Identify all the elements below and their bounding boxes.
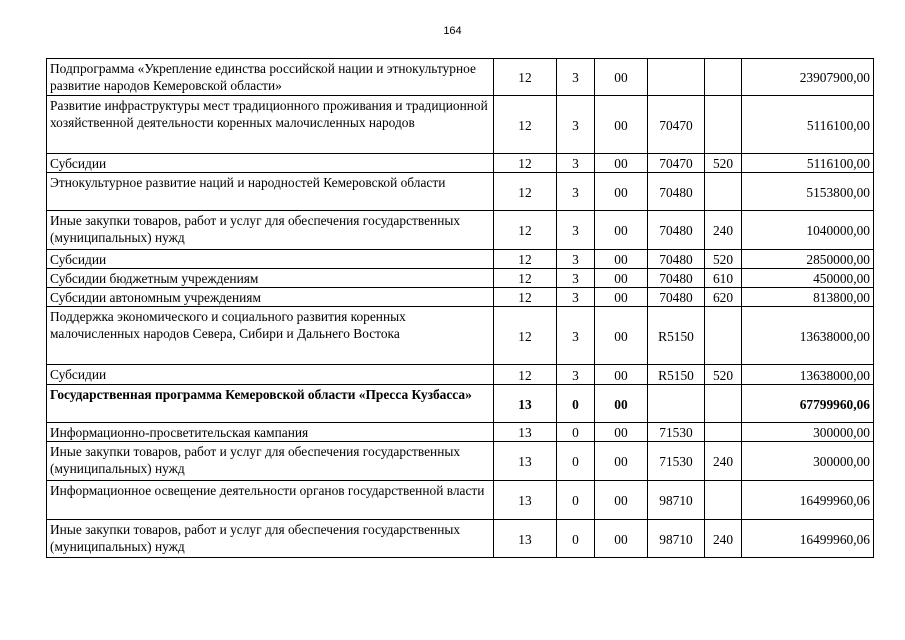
row-main-code: 00 (595, 481, 648, 520)
row-subprogram-code: 0 (557, 385, 595, 423)
row-amount: 23907900,00 (742, 59, 874, 96)
row-name: Государственная программа Кемеровской области «Пресса Кузбасса» (47, 385, 494, 423)
row-name: Иные закупки товаров, работ и услуг для обеспечения государственных (муниципальных) нужд (47, 520, 494, 558)
row-subprogram-code: 3 (557, 365, 595, 385)
row-program-code: 12 (494, 96, 557, 154)
row-expense-type: 240 (705, 442, 742, 481)
row-expense-type (705, 481, 742, 520)
row-main-code: 00 (595, 423, 648, 442)
row-subprogram-code: 3 (557, 154, 595, 173)
row-subprogram-code: 0 (557, 423, 595, 442)
row-program-code: 12 (494, 365, 557, 385)
row-program-code: 13 (494, 520, 557, 558)
row-program-code: 12 (494, 173, 557, 211)
row-direction-code: 70480 (648, 250, 705, 269)
row-expense-type: 610 (705, 269, 742, 288)
row-main-code: 00 (595, 173, 648, 211)
row-amount: 5116100,00 (742, 96, 874, 154)
table-row (47, 442, 874, 481)
row-program-code: 12 (494, 250, 557, 269)
row-expense-type: 240 (705, 520, 742, 558)
table-row (47, 481, 874, 520)
table-row (47, 211, 874, 250)
row-amount: 450000,00 (742, 269, 874, 288)
row-expense-type: 520 (705, 365, 742, 385)
row-name: Информационное освещение деятельности органов государственной власти (47, 481, 494, 520)
row-name: Этнокультурное развитие наций и народностей Кемеровской области (47, 173, 494, 211)
row-main-code: 00 (595, 365, 648, 385)
table-row (47, 250, 874, 269)
row-program-code: 12 (494, 269, 557, 288)
row-expense-type (705, 59, 742, 96)
row-name: Подпрограмма «Укрепление единства российской нации и этнокультурное развитие народов Кемеровской области» (47, 59, 494, 96)
row-amount: 1040000,00 (742, 211, 874, 250)
row-name: Субсидии (47, 250, 494, 269)
row-direction-code (648, 385, 705, 423)
table-row (47, 520, 874, 558)
row-subprogram-code: 0 (557, 520, 595, 558)
row-direction-code: 98710 (648, 520, 705, 558)
row-main-code: 00 (595, 385, 648, 423)
row-direction-code: 70480 (648, 211, 705, 250)
row-name: Субсидии (47, 154, 494, 173)
row-direction-code: R5150 (648, 307, 705, 365)
row-program-code: 12 (494, 211, 557, 250)
row-name: Субсидии (47, 365, 494, 385)
row-main-code: 00 (595, 250, 648, 269)
row-amount: 813800,00 (742, 288, 874, 307)
row-subprogram-code: 0 (557, 442, 595, 481)
table-row (47, 423, 874, 442)
row-amount: 13638000,00 (742, 307, 874, 365)
row-direction-code: 71530 (648, 423, 705, 442)
row-main-code: 00 (595, 520, 648, 558)
row-subprogram-code: 3 (557, 269, 595, 288)
row-expense-type: 520 (705, 154, 742, 173)
budget-table (46, 58, 874, 558)
row-main-code: 00 (595, 154, 648, 173)
row-amount: 5153800,00 (742, 173, 874, 211)
row-main-code: 00 (595, 269, 648, 288)
row-direction-code: 70480 (648, 288, 705, 307)
table-row (47, 173, 874, 211)
row-name: Информационно-просветительская кампания (47, 423, 494, 442)
row-program-code: 13 (494, 423, 557, 442)
row-expense-type (705, 423, 742, 442)
row-amount: 16499960,06 (742, 481, 874, 520)
table-row (47, 288, 874, 307)
row-subprogram-code: 3 (557, 59, 595, 96)
row-direction-code: 70480 (648, 173, 705, 211)
row-expense-type (705, 385, 742, 423)
table-row (47, 307, 874, 365)
row-name: Иные закупки товаров, работ и услуг для обеспечения государственных (муниципальных) нужд (47, 442, 494, 481)
row-name: Субсидии бюджетным учреждениям (47, 269, 494, 288)
row-direction-code: R5150 (648, 365, 705, 385)
row-program-code: 12 (494, 288, 557, 307)
row-direction-code: 70470 (648, 96, 705, 154)
row-direction-code (648, 59, 705, 96)
row-amount: 5116100,00 (742, 154, 874, 173)
row-name: Субсидии автономным учреждениям (47, 288, 494, 307)
row-main-code: 00 (595, 211, 648, 250)
row-amount: 300000,00 (742, 442, 874, 481)
table-row-program-total (47, 385, 874, 423)
row-program-code: 12 (494, 307, 557, 365)
row-amount: 2850000,00 (742, 250, 874, 269)
row-subprogram-code: 3 (557, 96, 595, 154)
row-main-code: 00 (595, 96, 648, 154)
row-expense-type: 620 (705, 288, 742, 307)
row-direction-code: 98710 (648, 481, 705, 520)
row-program-code: 13 (494, 481, 557, 520)
row-amount: 13638000,00 (742, 365, 874, 385)
row-name: Иные закупки товаров, работ и услуг для обеспечения государственных (муниципальных) нужд (47, 211, 494, 250)
row-main-code: 00 (595, 288, 648, 307)
row-direction-code: 70480 (648, 269, 705, 288)
table-row (47, 365, 874, 385)
row-main-code: 00 (595, 307, 648, 365)
row-subprogram-code: 0 (557, 481, 595, 520)
row-program-code: 13 (494, 442, 557, 481)
row-name: Поддержка экономического и социального развития коренных малочисленных народов Севера, Сибири и Дальнего Востока (47, 307, 494, 365)
row-subprogram-code: 3 (557, 288, 595, 307)
row-program-code: 12 (494, 154, 557, 173)
row-main-code: 00 (595, 442, 648, 481)
row-main-code: 00 (595, 59, 648, 96)
page-number: 164 (443, 25, 462, 37)
row-amount: 300000,00 (742, 423, 874, 442)
table-row (47, 59, 874, 96)
row-direction-code: 70470 (648, 154, 705, 173)
row-expense-type (705, 173, 742, 211)
table-row (47, 96, 874, 154)
row-amount: 16499960,06 (742, 520, 874, 558)
row-direction-code: 71530 (648, 442, 705, 481)
row-subprogram-code: 3 (557, 173, 595, 211)
row-subprogram-code: 3 (557, 307, 595, 365)
row-expense-type (705, 307, 742, 365)
table-row (47, 154, 874, 173)
row-subprogram-code: 3 (557, 211, 595, 250)
row-subprogram-code: 3 (557, 250, 595, 269)
row-expense-type (705, 96, 742, 154)
row-amount: 67799960,06 (742, 385, 874, 423)
table-row (47, 269, 874, 288)
row-name: Развитие инфраструктуры мест традиционного проживания и традиционной хозяйственной деятельности коренных малочисленных народов (47, 96, 494, 154)
row-program-code: 12 (494, 59, 557, 96)
row-program-code: 13 (494, 385, 557, 423)
row-expense-type: 240 (705, 211, 742, 250)
row-expense-type: 520 (705, 250, 742, 269)
